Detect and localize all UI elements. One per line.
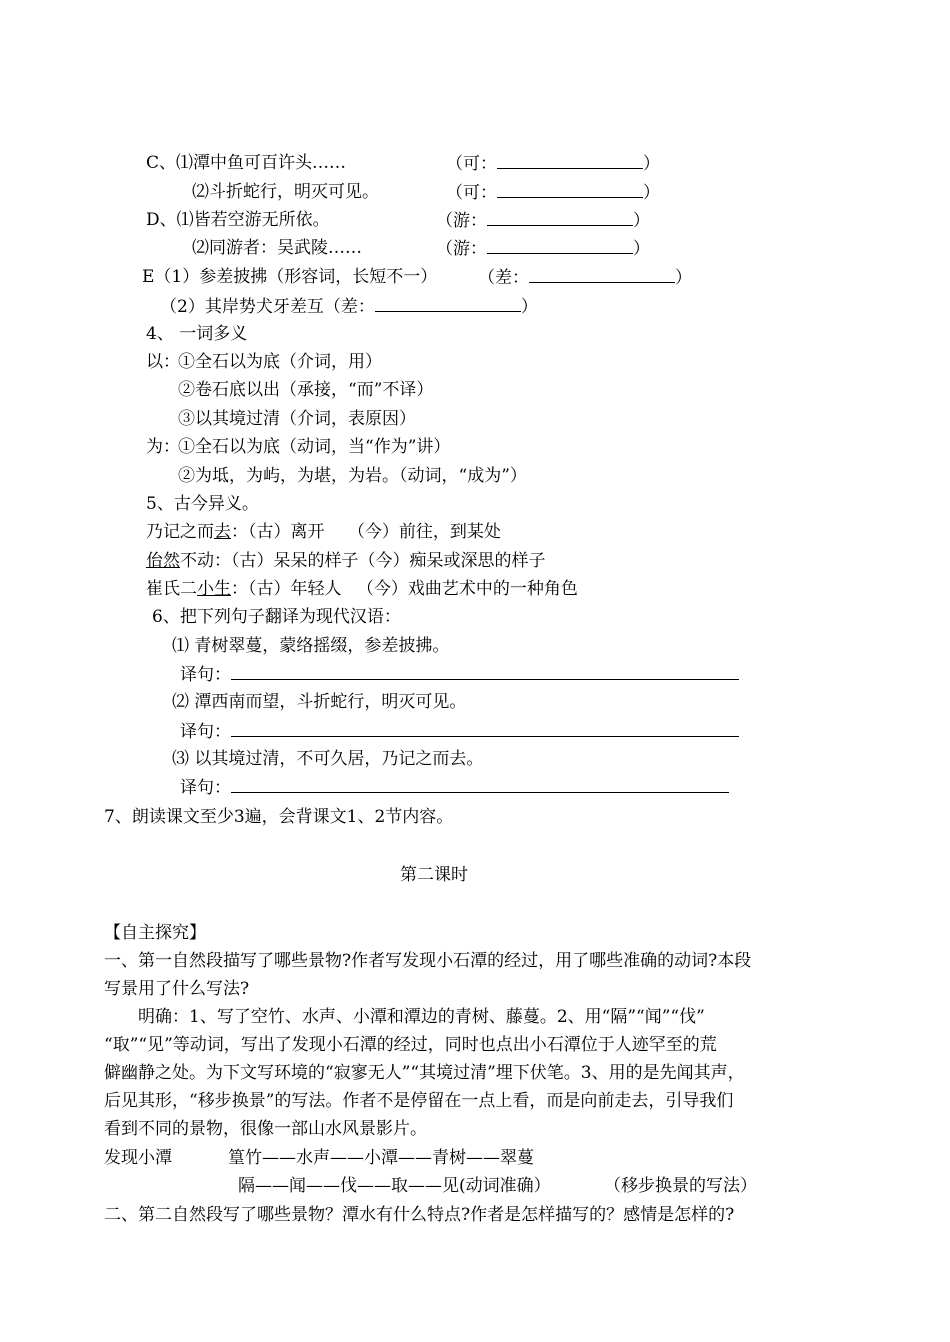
question-1-line1: 一、第一自然段描写了哪些景物?作者写发现小石潭的经过，用了哪些准确的动词?本段: [104, 951, 752, 971]
section4-title: 4、 一词多义: [146, 324, 248, 344]
yi-1: ①全石以为底（介词，用）: [178, 352, 382, 372]
section7: 7、朗读课文至少3遍，会背课文1、2节内容。: [104, 807, 454, 827]
yi-3: ③以其境过清（介词，表原因）: [178, 409, 416, 429]
item-c2: ⑵斗折蛇行，明灭可见。: [192, 182, 379, 202]
item-c1-answer: （可： ）: [446, 154, 660, 174]
answer-blank[interactable]: [487, 237, 633, 254]
translate-answer-2: 译句：: [180, 720, 739, 743]
wei-2: ②为坻，为屿，为堪，为岩。（动词，“成为”）: [178, 466, 527, 486]
yi-2: ②卷石底以出（承接，“而”不译）: [178, 380, 434, 400]
translate-answer-3: 译句：: [180, 776, 729, 799]
answer-blank[interactable]: [529, 266, 675, 283]
item-c1-text: C、⑴潭中鱼可百许头……: [146, 153, 347, 173]
self-study-heading: 【自主探究】: [104, 923, 206, 943]
item-c1: [146, 152, 346, 174]
translate-sentence-3: ⑶ 以其境过清，不可久居，乃记之而去。: [172, 749, 484, 769]
answer-line4: 后见其形，“移步换景”的写法。作者不是停留在一点上看，而是向前走去，引导我们: [104, 1091, 734, 1111]
answer-line[interactable]: [231, 663, 739, 680]
question-2: 二、第二自然段写了哪些景物？潭水有什么特点?作者是怎样描写的？感情是怎样的?: [104, 1205, 735, 1225]
ancient-modern-3: 崔氏二小生：（古）年轻人 （今）戏曲艺术中的一种角色: [146, 579, 578, 599]
ancient-modern-2: 佁然不动：（古）呆呆的样子（今）痴呆或深思的样子: [146, 551, 546, 571]
item-d1-answer: （游： ）: [436, 211, 650, 231]
translate-sentence-1: ⑴ 青树翠蔓，蒙络摇缀，参差披拂。: [172, 636, 450, 656]
answer-blank[interactable]: [487, 209, 633, 226]
summary-chain2: 隔——闻——伐——取——见(动词准确）: [238, 1176, 551, 1196]
section5-title: 5、古今异义。: [146, 494, 259, 514]
answer-line3: 僻幽静之处。为下文写环境的“寂寥无人”“其境过清”埋下伏笔。3、用的是先闻其声，: [104, 1063, 745, 1083]
item-e1: E（1）参差披拂（形容词，长短不一）: [142, 267, 438, 287]
item-c2-answer: （可： ）: [446, 183, 660, 203]
summary-label: 发现小潭: [104, 1148, 172, 1168]
lesson2-title: 第二课时: [400, 865, 468, 885]
yi-label: 以：: [146, 352, 180, 372]
translate-answer-1: 译句：: [180, 663, 739, 686]
item-e1-answer: （差： ）: [478, 268, 692, 288]
answer-line2: “取”“见”等动词，写出了发现小石潭的经过，同时也点出小石潭位于人迹罕至的荒: [104, 1035, 717, 1055]
summary-chain2-note: （移步换景的写法）: [604, 1176, 757, 1196]
summary-chain1: 篁竹——水声——小潭——青树——翠蔓: [228, 1148, 534, 1168]
question-1-line2: 写景用了什么写法?: [104, 979, 250, 999]
ancient-modern-1: 乃记之而去：（古）离开 （今）前往，到某处: [146, 522, 501, 542]
wei-1: ①全石以为底（动词，当“作为”讲）: [178, 437, 451, 457]
answer-line[interactable]: [231, 776, 729, 793]
answer-line5: 看到不同的景物，很像一部山水风景影片。: [104, 1119, 427, 1139]
answer-blank[interactable]: [497, 181, 643, 198]
item-d2: ⑵同游者：吴武陵……: [192, 238, 362, 258]
answer-line1: 明确：1、写了空竹、水声、小潭和潭边的青树、藤蔓。2、用“隔”“闻”“伐”: [138, 1007, 705, 1027]
section6-title: 6、把下列句子翻译为现代汉语：: [152, 607, 401, 627]
wei-label: 为：: [146, 437, 180, 457]
item-e2: （2）其岸势犬牙差互（差： ）: [160, 297, 538, 317]
answer-blank[interactable]: [497, 152, 643, 169]
answer-blank[interactable]: [375, 295, 521, 312]
answer-line[interactable]: [231, 720, 739, 737]
item-d2-answer: （游： ）: [436, 239, 650, 259]
translate-sentence-2: ⑵ 潭西南而望，斗折蛇行，明灭可见。: [172, 692, 467, 712]
item-d1: D、⑴皆若空游无所依。: [146, 210, 330, 230]
